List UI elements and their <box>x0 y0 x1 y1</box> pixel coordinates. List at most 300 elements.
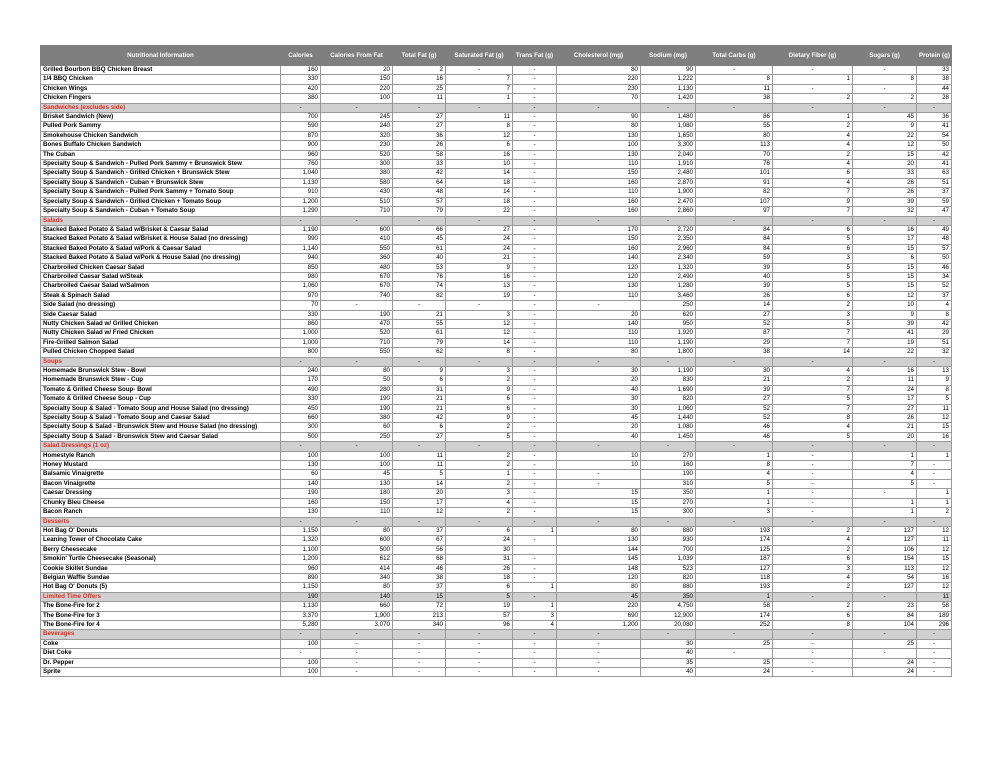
value-cell: 19 <box>853 338 917 347</box>
item-name: Bacon Ranch <box>41 508 281 517</box>
table-row <box>41 122 952 131</box>
value-cell: 1,039 <box>641 555 696 564</box>
value-cell: 8 <box>917 310 952 319</box>
value-cell: 6 <box>446 395 513 404</box>
value-cell: 1,290 <box>281 207 321 216</box>
value-cell: 1,060 <box>281 282 321 291</box>
table-row <box>41 348 952 357</box>
value-cell: 49 <box>917 225 952 234</box>
value-cell: - <box>513 432 557 441</box>
value-cell: 27 <box>853 404 917 413</box>
value-cell: - <box>513 207 557 216</box>
value-cell: 860 <box>281 319 321 328</box>
value-cell: 16 <box>393 75 446 84</box>
value-cell: 54 <box>853 573 917 582</box>
value-cell: 670 <box>321 272 393 281</box>
col-header-item: Nutritional Information <box>41 46 281 66</box>
value-cell: - <box>696 517 773 526</box>
value-cell: 1,130 <box>281 178 321 187</box>
value-cell: 19 <box>446 291 513 300</box>
value-cell: 160 <box>557 178 641 187</box>
table-row <box>41 310 952 319</box>
table-row <box>41 479 952 488</box>
col-header-sodium: Sodium (mg) <box>641 46 696 66</box>
value-cell: - <box>446 442 513 451</box>
value-cell: - <box>321 103 393 112</box>
value-cell: 1 <box>513 602 557 611</box>
value-cell: 5 <box>696 479 773 488</box>
value-cell: 6 <box>773 291 853 300</box>
value-cell: 154 <box>853 555 917 564</box>
table-row <box>41 489 952 498</box>
value-cell <box>513 545 557 554</box>
value-cell: 51 <box>917 178 952 187</box>
col-header-total-carbs: Total Carbs (g) <box>696 46 773 66</box>
table-row <box>41 169 952 178</box>
value-cell: 20 <box>557 376 641 385</box>
value-cell: 80 <box>696 131 773 140</box>
value-cell: - <box>557 479 641 488</box>
value-cell: 31 <box>446 555 513 564</box>
item-name: Nutty Chicken Salad w/ Fried Chicken <box>41 329 281 338</box>
value-cell: 4 <box>446 498 513 507</box>
value-cell: - <box>557 517 641 526</box>
value-cell: - <box>696 66 773 75</box>
value-cell: 148 <box>557 564 641 573</box>
value-cell: - <box>773 216 853 225</box>
value-cell: - <box>917 461 952 470</box>
value-cell: 27 <box>393 432 446 441</box>
value-cell: 6 <box>446 404 513 413</box>
value-cell: - <box>513 592 557 601</box>
value-cell: - <box>513 291 557 300</box>
value-cell: 2,470 <box>641 197 696 206</box>
value-cell: 107 <box>696 197 773 206</box>
value-cell: 5 <box>446 432 513 441</box>
value-cell: 37 <box>393 583 446 592</box>
table-row <box>41 272 952 281</box>
value-cell: - <box>321 517 393 526</box>
value-cell: - <box>446 658 513 667</box>
value-cell: 1,650 <box>641 131 696 140</box>
item-name: Specialty Soup & Sandwich - Grilled Chicken + Brunswick Stew <box>41 169 281 178</box>
value-cell: 1,190 <box>281 225 321 234</box>
value-cell: - <box>557 668 641 677</box>
table-row <box>41 188 952 197</box>
item-name: Brisket Sandwich (New) <box>41 113 281 122</box>
value-cell: 7 <box>773 385 853 394</box>
value-cell: 1 <box>917 489 952 498</box>
value-cell: 20 <box>557 423 641 432</box>
value-cell: 59 <box>917 197 952 206</box>
value-cell: - <box>513 367 557 376</box>
value-cell: 100 <box>321 451 393 460</box>
table-row <box>41 141 952 150</box>
section-row <box>41 592 952 601</box>
value-cell: 1,440 <box>641 414 696 423</box>
value-cell: 91 <box>696 178 773 187</box>
value-cell: 1,900 <box>321 611 393 620</box>
value-cell: 20 <box>853 432 917 441</box>
value-cell: 190 <box>641 470 696 479</box>
table-row <box>41 367 952 376</box>
value-cell: - <box>513 479 557 488</box>
value-cell: 26 <box>696 291 773 300</box>
value-cell: 360 <box>321 254 393 263</box>
value-cell: 8 <box>696 75 773 84</box>
value-cell: 14 <box>393 479 446 488</box>
value-cell: 11 <box>917 536 952 545</box>
value-cell: 80 <box>557 122 641 131</box>
value-cell: - <box>513 461 557 470</box>
value-cell: 590 <box>281 122 321 131</box>
item-name: Coke <box>41 639 281 648</box>
value-cell: - <box>393 517 446 526</box>
value-cell: 980 <box>281 272 321 281</box>
value-cell: 86 <box>696 113 773 122</box>
item-name: Hot Bag O' Donuts <box>41 526 281 535</box>
value-cell: 6 <box>393 423 446 432</box>
table-row <box>41 225 952 234</box>
value-cell: 39 <box>696 282 773 291</box>
col-header-calories-from-fat: Calories From Fat <box>321 46 393 66</box>
value-cell: 38 <box>696 348 773 357</box>
item-name: Stacked Baked Potato & Salad w/Brisket & House Salad (no dressing) <box>41 235 281 244</box>
value-cell: 4 <box>773 141 853 150</box>
value-cell: 1,100 <box>281 545 321 554</box>
value-cell: - <box>513 122 557 131</box>
value-cell: 101 <box>696 169 773 178</box>
value-cell: 4 <box>773 160 853 169</box>
value-cell: 80 <box>321 583 393 592</box>
item-name: Honey Mustard <box>41 461 281 470</box>
value-cell: - <box>696 357 773 366</box>
value-cell: 87 <box>696 329 773 338</box>
value-cell: 760 <box>281 160 321 169</box>
table-row <box>41 385 952 394</box>
value-cell: 16 <box>446 150 513 159</box>
value-cell: 33 <box>393 160 446 169</box>
value-cell: 160 <box>557 244 641 253</box>
value-cell: 4 <box>773 367 853 376</box>
table-row <box>41 319 952 328</box>
value-cell: 3 <box>773 564 853 573</box>
value-cell: 690 <box>557 611 641 620</box>
value-cell: 1,450 <box>641 432 696 441</box>
value-cell: 58 <box>696 602 773 611</box>
value-cell: - <box>773 508 853 517</box>
value-cell: 1,222 <box>641 75 696 84</box>
value-cell: 26 <box>853 178 917 187</box>
value-cell: 523 <box>641 564 696 573</box>
value-cell: 37 <box>917 291 952 300</box>
value-cell: - <box>446 649 513 658</box>
table-row <box>41 75 952 84</box>
value-cell: - <box>513 263 557 272</box>
table-row <box>41 649 952 658</box>
value-cell: - <box>446 357 513 366</box>
item-name: 1/4 BBQ Chicken <box>41 75 281 84</box>
value-cell: 150 <box>321 498 393 507</box>
value-cell: 830 <box>641 376 696 385</box>
value-cell: 520 <box>321 150 393 159</box>
value-cell: 1,320 <box>281 536 321 545</box>
value-cell: 50 <box>917 141 952 150</box>
value-cell: 580 <box>321 178 393 187</box>
value-cell: 24 <box>446 536 513 545</box>
value-cell: 1 <box>773 75 853 84</box>
item-name: Stacked Baked Potato & Salad w/Brisket & Caesar Salad <box>41 225 281 234</box>
value-cell: 1,920 <box>641 329 696 338</box>
value-cell: - <box>773 668 853 677</box>
value-cell: 500 <box>321 545 393 554</box>
value-cell: 100 <box>281 668 321 677</box>
value-cell: 12 <box>853 141 917 150</box>
value-cell: - <box>513 668 557 677</box>
value-cell: 6 <box>773 244 853 253</box>
value-cell: 250 <box>321 432 393 441</box>
table-row <box>41 84 952 93</box>
value-cell: 300 <box>641 508 696 517</box>
item-name: Grilled Bourbon BBQ Chicken Breast <box>41 66 281 75</box>
value-cell: 3,300 <box>641 141 696 150</box>
value-cell: 24 <box>446 244 513 253</box>
value-cell: 2 <box>446 451 513 460</box>
value-cell: 2 <box>773 545 853 554</box>
value-cell: - <box>773 592 853 601</box>
value-cell: 140 <box>321 592 393 601</box>
value-cell: 52 <box>696 404 773 413</box>
value-cell: 11 <box>696 84 773 93</box>
table-row <box>41 207 952 216</box>
value-cell: 2,720 <box>641 225 696 234</box>
value-cell: 57 <box>393 197 446 206</box>
value-cell: 5,280 <box>281 620 321 629</box>
value-cell: 100 <box>281 451 321 460</box>
value-cell: 12 <box>917 545 952 554</box>
value-cell: 120 <box>557 573 641 582</box>
value-cell: 22 <box>446 207 513 216</box>
value-cell: 12 <box>446 131 513 140</box>
value-cell: 9 <box>853 122 917 131</box>
value-cell: 97 <box>696 207 773 216</box>
value-cell: 70 <box>557 94 641 103</box>
value-cell: 30 <box>557 367 641 376</box>
section-row <box>41 630 952 639</box>
value-cell: 15 <box>917 423 952 432</box>
value-cell: - <box>281 630 321 639</box>
table-row <box>41 639 952 648</box>
value-cell: 2 <box>446 423 513 432</box>
value-cell: 7 <box>773 207 853 216</box>
value-cell: 11 <box>446 113 513 122</box>
value-cell: 1,140 <box>281 244 321 253</box>
value-cell: 12 <box>446 319 513 328</box>
value-cell: 58 <box>393 150 446 159</box>
value-cell: 340 <box>321 573 393 582</box>
table-row <box>41 620 952 629</box>
value-cell: - <box>513 442 557 451</box>
value-cell: 40 <box>557 385 641 394</box>
value-cell: 2,040 <box>641 150 696 159</box>
value-cell: 430 <box>321 188 393 197</box>
value-cell: 9 <box>446 414 513 423</box>
value-cell: 820 <box>641 395 696 404</box>
value-cell: - <box>917 658 952 667</box>
value-cell: 1,130 <box>281 602 321 611</box>
value-cell: 14 <box>696 301 773 310</box>
value-cell: 40 <box>393 254 446 263</box>
value-cell: 20 <box>393 489 446 498</box>
value-cell: - <box>853 630 917 639</box>
value-cell: 4,750 <box>641 602 696 611</box>
item-name: Side Caesar Salad <box>41 310 281 319</box>
value-cell: 4 <box>773 573 853 582</box>
value-cell: 510 <box>321 197 393 206</box>
value-cell: 21 <box>393 310 446 319</box>
value-cell: - <box>641 442 696 451</box>
value-cell: 52 <box>696 319 773 328</box>
value-cell: - <box>513 517 557 526</box>
table-row <box>41 536 952 545</box>
value-cell: 4 <box>917 301 952 310</box>
value-cell: 490 <box>281 385 321 394</box>
value-cell: 2 <box>773 94 853 103</box>
value-cell: 4 <box>773 178 853 187</box>
value-cell: 42 <box>917 319 952 328</box>
value-cell: 16 <box>446 272 513 281</box>
value-cell: 1,190 <box>641 367 696 376</box>
value-cell: - <box>321 442 393 451</box>
value-cell: 1 <box>853 508 917 517</box>
value-cell: 62 <box>393 348 446 357</box>
value-cell: - <box>513 216 557 225</box>
value-cell: 9 <box>773 197 853 206</box>
value-cell: - <box>321 668 393 677</box>
value-cell: 60 <box>321 423 393 432</box>
value-cell: 2 <box>773 583 853 592</box>
value-cell: 140 <box>557 254 641 263</box>
value-cell: 160 <box>641 461 696 470</box>
value-cell: 160 <box>281 66 321 75</box>
value-cell: 46 <box>696 423 773 432</box>
item-name: Chicken Fingers <box>41 94 281 103</box>
value-cell: 6 <box>773 611 853 620</box>
value-cell: - <box>513 414 557 423</box>
value-cell: 40 <box>641 649 696 658</box>
value-cell: 68 <box>393 555 446 564</box>
value-cell: 110 <box>557 188 641 197</box>
value-cell: 80 <box>557 526 641 535</box>
value-cell: - <box>393 301 446 310</box>
value-cell: - <box>917 357 952 366</box>
value-cell: 26 <box>446 564 513 573</box>
table-row <box>41 150 952 159</box>
value-cell: - <box>513 555 557 564</box>
value-cell: - <box>513 282 557 291</box>
value-cell: 84 <box>696 225 773 234</box>
table-row <box>41 244 952 253</box>
value-cell: 10 <box>446 160 513 169</box>
table-row <box>41 178 952 187</box>
value-cell: 42 <box>917 150 952 159</box>
value-cell: 1,150 <box>281 583 321 592</box>
value-cell: 50 <box>321 376 393 385</box>
item-name: Specialty Soup & Salad - Brunswick Stew and House Salad (no dressing) <box>41 423 281 432</box>
value-cell: 145 <box>557 555 641 564</box>
value-cell: 350 <box>641 489 696 498</box>
value-cell: 15 <box>557 498 641 507</box>
value-cell: - <box>393 630 446 639</box>
table-row <box>41 583 952 592</box>
value-cell: - <box>773 470 853 479</box>
value-cell: 34 <box>917 272 952 281</box>
value-cell: - <box>513 310 557 319</box>
item-name: Pulled Chicken Chopped Salad <box>41 348 281 357</box>
value-cell: 52 <box>917 282 952 291</box>
value-cell: - <box>513 178 557 187</box>
value-cell: 252 <box>696 620 773 629</box>
value-cell: 45 <box>557 414 641 423</box>
value-cell: 41 <box>917 122 952 131</box>
value-cell: 15 <box>853 150 917 159</box>
value-cell: 8 <box>917 385 952 394</box>
item-name: The Cuban <box>41 150 281 159</box>
item-name: Sprite <box>41 668 281 677</box>
value-cell: 3 <box>773 310 853 319</box>
value-cell: 1,150 <box>281 526 321 535</box>
value-cell: 12 <box>917 583 952 592</box>
section-title: Soups <box>41 357 281 366</box>
table-body <box>41 66 952 677</box>
value-cell: - <box>513 301 557 310</box>
value-cell: 100 <box>281 639 321 648</box>
value-cell: 30 <box>696 367 773 376</box>
value-cell: - <box>917 517 952 526</box>
value-cell: 26 <box>393 141 446 150</box>
value-cell: 3 <box>446 489 513 498</box>
value-cell: 2,350 <box>641 235 696 244</box>
value-cell: - <box>917 668 952 677</box>
value-cell: 15 <box>853 244 917 253</box>
table-row <box>41 451 952 460</box>
value-cell: - <box>917 649 952 658</box>
value-cell: 80 <box>321 367 393 376</box>
value-cell: 46 <box>393 564 446 573</box>
value-cell: 8 <box>773 414 853 423</box>
value-cell: 63 <box>917 169 952 178</box>
value-cell: 900 <box>281 141 321 150</box>
value-cell: 45 <box>393 235 446 244</box>
value-cell: 120 <box>557 263 641 272</box>
value-cell: - <box>513 113 557 122</box>
value-cell: - <box>513 131 557 140</box>
value-cell: 2,480 <box>641 169 696 178</box>
value-cell: 29 <box>917 329 952 338</box>
value-cell: 1 <box>696 489 773 498</box>
value-cell: 66 <box>393 225 446 234</box>
value-cell: - <box>321 649 393 658</box>
table-row <box>41 113 952 122</box>
value-cell: - <box>281 216 321 225</box>
value-cell: 8 <box>446 122 513 131</box>
value-cell: 710 <box>321 338 393 347</box>
table-row <box>41 329 952 338</box>
value-cell: - <box>773 517 853 526</box>
value-cell: - <box>773 66 853 75</box>
item-name: Chunky Bleu Cheese <box>41 498 281 507</box>
value-cell: 15 <box>393 592 446 601</box>
